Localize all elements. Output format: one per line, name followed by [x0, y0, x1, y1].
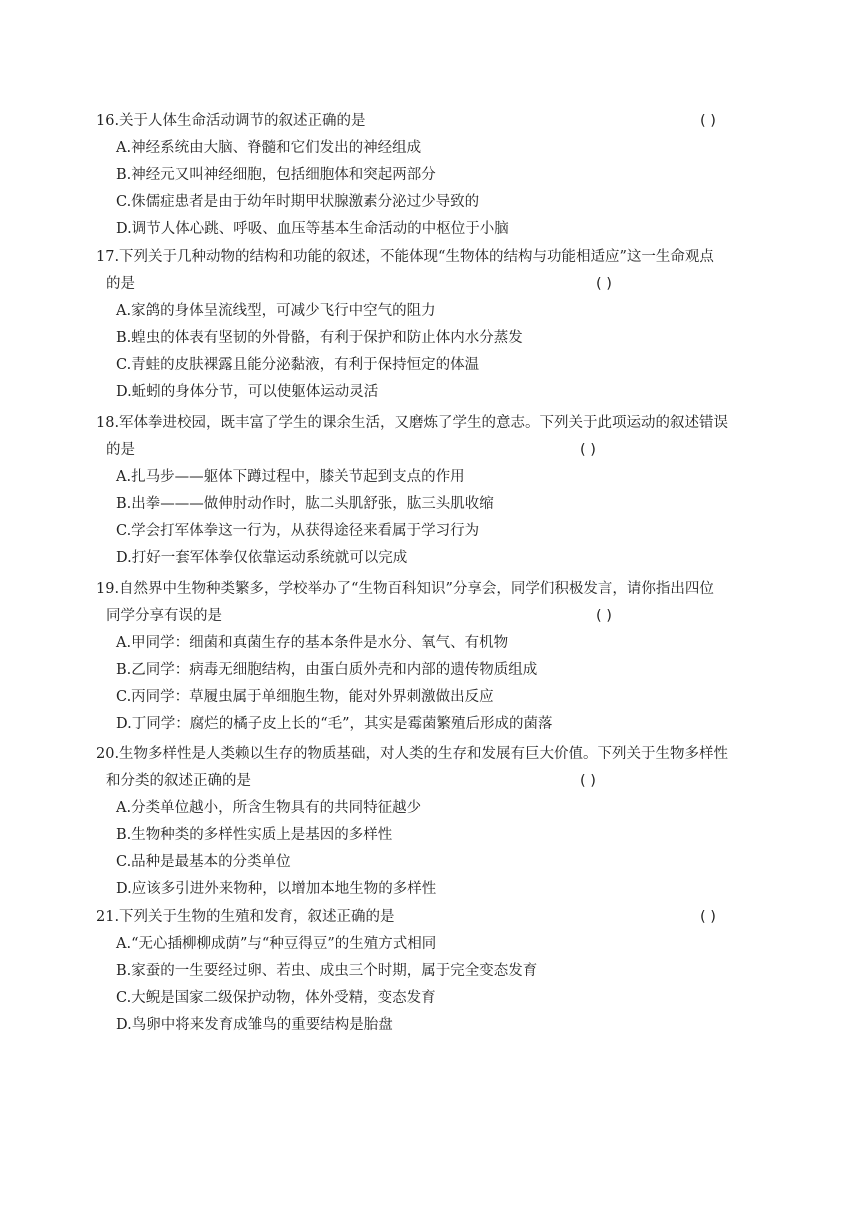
option-a: A.甲同学：细菌和真菌生存的基本条件是水分、氧气、有机物: [116, 635, 509, 651]
option-c: C.大鲵是国家二级保护动物，体外受精，变态发育: [116, 990, 436, 1006]
option-a: A.家鸽的身体呈流线型，可减少飞行中空气的阻力: [116, 303, 436, 319]
question-stem-continued: 的是 ( ): [96, 437, 768, 464]
option-a: A.扎马步——躯体下蹲过程中，膝关节起到支点的作用: [116, 469, 465, 485]
option-d: D.调节人体心跳、呼吸、血压等基本生命活动的中枢位于小脑: [116, 221, 509, 237]
option-c: C.侏儒症患者是由于幼年时期甲状腺激素分泌过少导致的: [116, 194, 480, 210]
question-17: [96, 244, 768, 406]
answer-bracket[interactable]: ( ): [700, 113, 716, 129]
question-21: [96, 904, 768, 1039]
question-stem: 19.自然界中生物种类繁多，学校举办了“生物百科知识”分享会，同学们积极发言，请你指出四位: [96, 581, 714, 597]
option-b: B.生物种类的多样性实质上是基因的多样性: [116, 827, 393, 843]
answer-bracket[interactable]: ( ): [596, 608, 612, 624]
option-a: A.分类单位越小，所含生物具有的共同特征越少: [116, 800, 422, 816]
option-c: C.丙同学：草履虫属于单细胞生物，能对外界刺激做出反应: [116, 689, 494, 705]
answer-bracket[interactable]: ( ): [700, 909, 716, 925]
question-stem: 20.生物多样性是人类赖以生存的物质基础，对人类的生存和发展有巨大价值。下列关于生物多样性: [96, 746, 729, 762]
option-d: D.打好一套军体拳仅依靠运动系统就可以完成: [116, 550, 408, 566]
answer-bracket[interactable]: ( ): [580, 773, 596, 789]
option-d: D.蚯蚓的身体分节，可以使躯体运动灵活: [116, 384, 379, 400]
option-b: B.出拳———做伸肘动作时，肱二头肌舒张，肱三头肌收缩: [116, 496, 494, 512]
answer-bracket[interactable]: ( ): [580, 442, 596, 458]
option-d: D.应该多引进外来物种，以增加本地生物的多样性: [116, 881, 437, 897]
question-19: [96, 576, 768, 738]
option-a: A.神经系统由大脑、脊髓和它们发出的神经组成: [116, 140, 422, 156]
answer-bracket[interactable]: ( ): [596, 276, 612, 292]
question-stem-continued: 的是 ( ): [96, 271, 768, 298]
question-18: [96, 410, 768, 572]
option-b: B.神经元又叫神经细胞，包括细胞体和突起两部分: [116, 167, 436, 183]
option-a: A.“无心插柳柳成荫”与“种豆得豆”的生殖方式相同: [116, 936, 437, 952]
option-b: B.家蚕的一生要经过卵、若虫、成虫三个时期，属于完全变态发育: [116, 963, 538, 979]
question-stem: 21.下列关于生物的生殖和发育，叙述正确的是 ( ): [96, 904, 768, 931]
question-stem: 17.下列关于几种动物的结构和功能的叙述，不能体现“生物体的结构与功能相适应”这一生命观点: [96, 249, 714, 265]
option-d: D.丁同学：腐烂的橘子皮上长的“毛”，其实是霉菌繁殖后形成的菌落: [116, 716, 553, 732]
option-c: C.品种是最基本的分类单位: [116, 854, 291, 870]
question-20: [96, 741, 768, 903]
option-b: B.乙同学：病毒无细胞结构，由蛋白质外壳和内部的遗传物质组成: [116, 662, 538, 678]
option-d: D.鸟卵中将来发育成雏鸟的重要结构是胎盘: [116, 1017, 393, 1033]
question-stem: 16.关于人体生命活动调节的叙述正确的是 ( ): [96, 108, 768, 135]
question-stem-continued: 同学分享有误的是 ( ): [96, 603, 768, 630]
question-stem-continued: 和分类的叙述正确的是 ( ): [96, 768, 768, 795]
option-b: B.蝗虫的体表有坚韧的外骨骼，有利于保护和防止体内水分蒸发: [116, 330, 523, 346]
question-16: [96, 108, 768, 243]
question-stem: 18.军体拳进校园，既丰富了学生的课余生活，又磨炼了学生的意志。下列关于此项运动的叙述错误: [96, 415, 729, 431]
option-c: C.青蛙的皮肤裸露且能分泌黏液，有利于保持恒定的体温: [116, 357, 480, 373]
option-c: C.学会打军体拳这一行为，从获得途径来看属于学习行为: [116, 523, 480, 539]
